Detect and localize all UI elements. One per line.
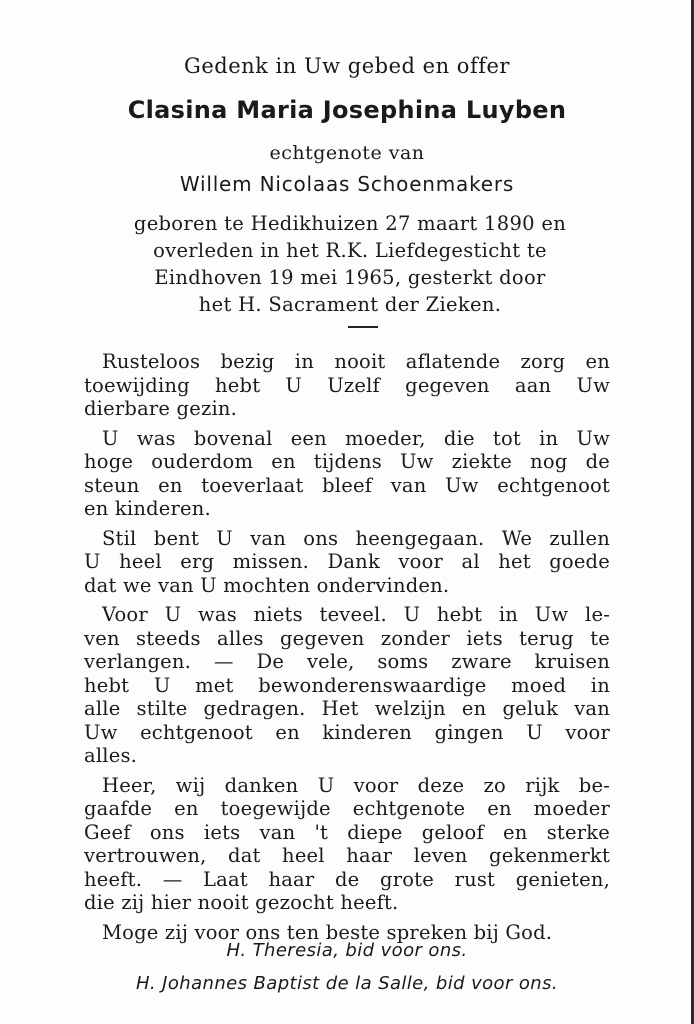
- paragraph: [84, 427, 610, 521]
- spouse-of-label: echtgenote van: [269, 142, 425, 164]
- text-line: ven steeds alles gegeven zonder iets terug te: [84, 626, 610, 650]
- text-line: Stil bent U van ons heengegaan. We zullen: [102, 526, 610, 550]
- text-line: alle stilte gedragen. Het welzijn en geluk van: [84, 697, 610, 720]
- paragraph: [84, 603, 610, 768]
- birth-line: geboren te Hedikhuizen 27 maart 1890 en: [133, 212, 567, 235]
- text-line: Moge zij voor ons ten beste spreken bij God.: [102, 920, 553, 944]
- opening-line: Gedenk in Uw gebed en offer: [184, 54, 510, 78]
- text-line: en kinderen.: [84, 497, 211, 520]
- saint-invocation-line: H. Johannes Baptist de la Salle, bid voor ons.: [136, 973, 558, 994]
- text-line: heeft. — Laat haar de grote rust genieten,: [84, 867, 610, 891]
- text-line: alles.: [84, 744, 138, 767]
- text-line: Voor U was niets teveel. U hebt in Uw le-: [102, 603, 610, 626]
- saint-invocation-line: H. Theresia, bid voor ons.: [226, 940, 468, 961]
- text-line: toewijding hebt U Uzelf gegeven aan Uw: [84, 373, 610, 397]
- text-line: U was bovenal een moeder, die tot in Uw: [102, 426, 610, 450]
- spouse-name: Willem Nicolaas Schoenmakers: [179, 172, 515, 196]
- text-line: gaafde en toegewijde echtgenote en moeder: [84, 797, 610, 820]
- text-line: Heer, wij danken U voor deze zo rijk be-: [102, 773, 610, 797]
- text-line: hoge ouderdom en tijdens Uw ziekte nog de: [84, 450, 610, 473]
- text-line: hebt U met bewonderenswaardige moed in: [84, 673, 610, 697]
- memorial-text: [84, 350, 610, 950]
- text-line: dat we van U mochten ondervinden.: [84, 573, 450, 597]
- saints-invocation: [0, 934, 694, 1000]
- paragraph: [84, 527, 610, 598]
- text-line: Uw echtgenoot en kinderen gingen U voor: [84, 720, 610, 744]
- birth-line: het H. Sacrament der Zieken.: [198, 293, 502, 316]
- deceased-name: Clasina Maria Josephina Luyben: [127, 96, 567, 124]
- text-line: U heel erg missen. Dank voor al het goede: [84, 550, 610, 573]
- text-line: vertrouwen, dat heel haar leven gekenmerkt: [84, 844, 610, 867]
- text-line: Rusteloos bezig in nooit aflatende zorg en: [102, 350, 610, 373]
- paragraph: [84, 774, 610, 915]
- text-line: Geef ons iets van 't diepe geloof en sterke: [84, 820, 610, 844]
- paragraph: [84, 350, 610, 421]
- birth-death-details: [84, 210, 616, 318]
- text-line: verlangen. — De vele, soms zware kruisen: [84, 650, 610, 673]
- text-line: die zij hier nooit gezocht heeft.: [84, 891, 399, 914]
- divider: [348, 326, 378, 328]
- birth-line: overleden in het R.K. Liefdegesticht te: [153, 239, 547, 262]
- text-line: dierbare gezin.: [84, 397, 238, 420]
- text-line: steun en toeverlaat bleef van Uw echtgenoot: [84, 473, 610, 497]
- birth-line: Eindhoven 19 mei 1965, gesterkt door: [154, 266, 546, 289]
